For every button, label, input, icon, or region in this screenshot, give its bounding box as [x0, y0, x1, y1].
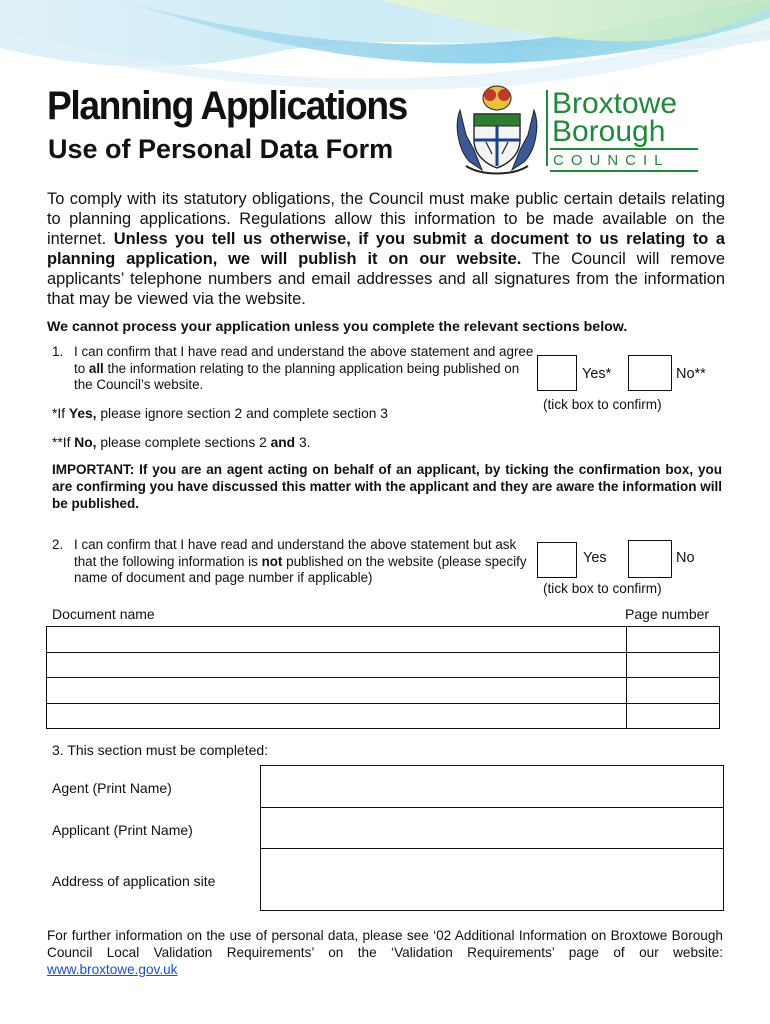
intro-paragraph	[47, 189, 725, 309]
note-yes-bold: Yes,	[68, 406, 97, 421]
council-name-line2: Borough	[552, 115, 666, 148]
page-title: Planning Applications	[47, 84, 407, 128]
footer-text: For further information on the use of personal data, please see ‘02 Additional Information on Broxtowe Borough Council Local Validation Requirements’ on the ‘Validation Requirements’ page of our website:	[47, 928, 723, 960]
section1-no-note	[52, 435, 310, 450]
section1-statement	[52, 344, 538, 394]
footer-info	[47, 927, 723, 978]
table-row	[47, 652, 720, 678]
page-number-cell[interactable]	[627, 703, 720, 729]
section1-yes-label: Yes*	[582, 366, 612, 382]
section3-fields	[260, 765, 724, 911]
applicant-name-field[interactable]	[261, 808, 723, 849]
document-name-cell[interactable]	[47, 627, 627, 653]
section1-yes-checkbox[interactable]	[537, 355, 577, 391]
page-number-cell[interactable]	[627, 652, 720, 678]
document-name-cell[interactable]	[47, 678, 627, 704]
section2-no-checkbox[interactable]	[628, 540, 672, 578]
section2-yes-label: Yes	[583, 550, 607, 566]
note-yes-rest: please ignore section 2 and complete section 3	[96, 406, 388, 421]
note-no-bold: No,	[74, 435, 97, 450]
document-name-header: Document name	[52, 606, 155, 622]
section3-heading: 3. This section must be completed:	[52, 742, 269, 758]
section2-text-b: published on the website (please specify name of document and page number if applicable)	[74, 553, 527, 585]
page-subtitle: Use of Personal Data Form	[48, 134, 394, 164]
section1-text-a: I can confirm that I have read and understand the above statement and agree to	[74, 344, 534, 376]
intro-text-bold: Unless you tell us otherwise, if you submit a document to us relating to a planning application, we will publish it on our website.	[47, 230, 725, 268]
section1-no-label: No**	[676, 366, 706, 382]
page-number-header: Page number	[625, 606, 710, 622]
coat-of-arms-icon	[452, 80, 542, 178]
documents-table	[46, 626, 720, 729]
section1-number: 1.	[52, 344, 64, 359]
table-row	[47, 627, 720, 653]
site-address-field[interactable]	[261, 849, 723, 910]
agent-important-notice	[52, 461, 722, 512]
website-link[interactable]: www.broxtowe.gov.uk	[47, 962, 178, 977]
section1-no-checkbox[interactable]	[628, 355, 672, 391]
table-row	[47, 703, 720, 729]
section2-yes-checkbox[interactable]	[537, 542, 577, 578]
agent-name-field[interactable]	[261, 766, 723, 808]
section2-number: 2.	[52, 537, 64, 552]
document-name-cell[interactable]	[47, 652, 627, 678]
council-name-line1: Broxtowe	[552, 87, 678, 120]
intro-text-1: To comply with its statutory obligations, the Council must make public certain details relating to planning applications. Regulations allow this information to be made available on the internet.	[47, 190, 725, 248]
section2-no-label: No	[676, 550, 695, 566]
section2-text-bold: not	[261, 553, 283, 569]
page-number-cell[interactable]	[627, 678, 720, 704]
table-row	[47, 678, 720, 704]
section2-text-a: I can confirm that I have read and understand the above statement but ask that the following information is	[74, 537, 517, 569]
note-no-and: and	[270, 435, 296, 450]
site-address-label: Address of application site	[52, 873, 216, 889]
important-label: IMPORTANT:	[52, 462, 135, 477]
note-yes-prefix: *If	[52, 406, 69, 421]
section1-text-bold: all	[88, 360, 104, 376]
page-number-cell[interactable]	[627, 627, 720, 653]
section1-yes-note	[52, 406, 388, 421]
note-no-prefix: **If	[52, 435, 75, 450]
intro-text-2: The Council will remove applicants’ telephone numbers and email addresses and all signatures from the information that may be viewed via the website.	[47, 250, 725, 308]
council-name-line3: COUNCIL	[553, 152, 670, 169]
agent-name-label: Agent (Print Name)	[52, 780, 172, 796]
note-no-mid: please complete sections 2	[96, 435, 271, 450]
section2-tick-hint: (tick box to confirm)	[543, 581, 662, 596]
section1-text-b: the information relating to the planning application being published on the Council’s website.	[74, 360, 520, 392]
section2-statement	[52, 537, 538, 587]
document-name-cell[interactable]	[47, 703, 627, 729]
applicant-name-label: Applicant (Print Name)	[52, 822, 193, 838]
council-logo	[452, 80, 700, 178]
processing-warning: We cannot process your application unless you complete the relevant sections below.	[47, 319, 628, 335]
important-text: If you are an agent acting on behalf of an applicant, by ticking the confirmation box, you are confirming you have discussed this matter with the applicant and they are aware the information will be published.	[52, 462, 722, 511]
note-no-end: 3.	[295, 435, 311, 450]
section1-tick-hint: (tick box to confirm)	[543, 397, 662, 412]
